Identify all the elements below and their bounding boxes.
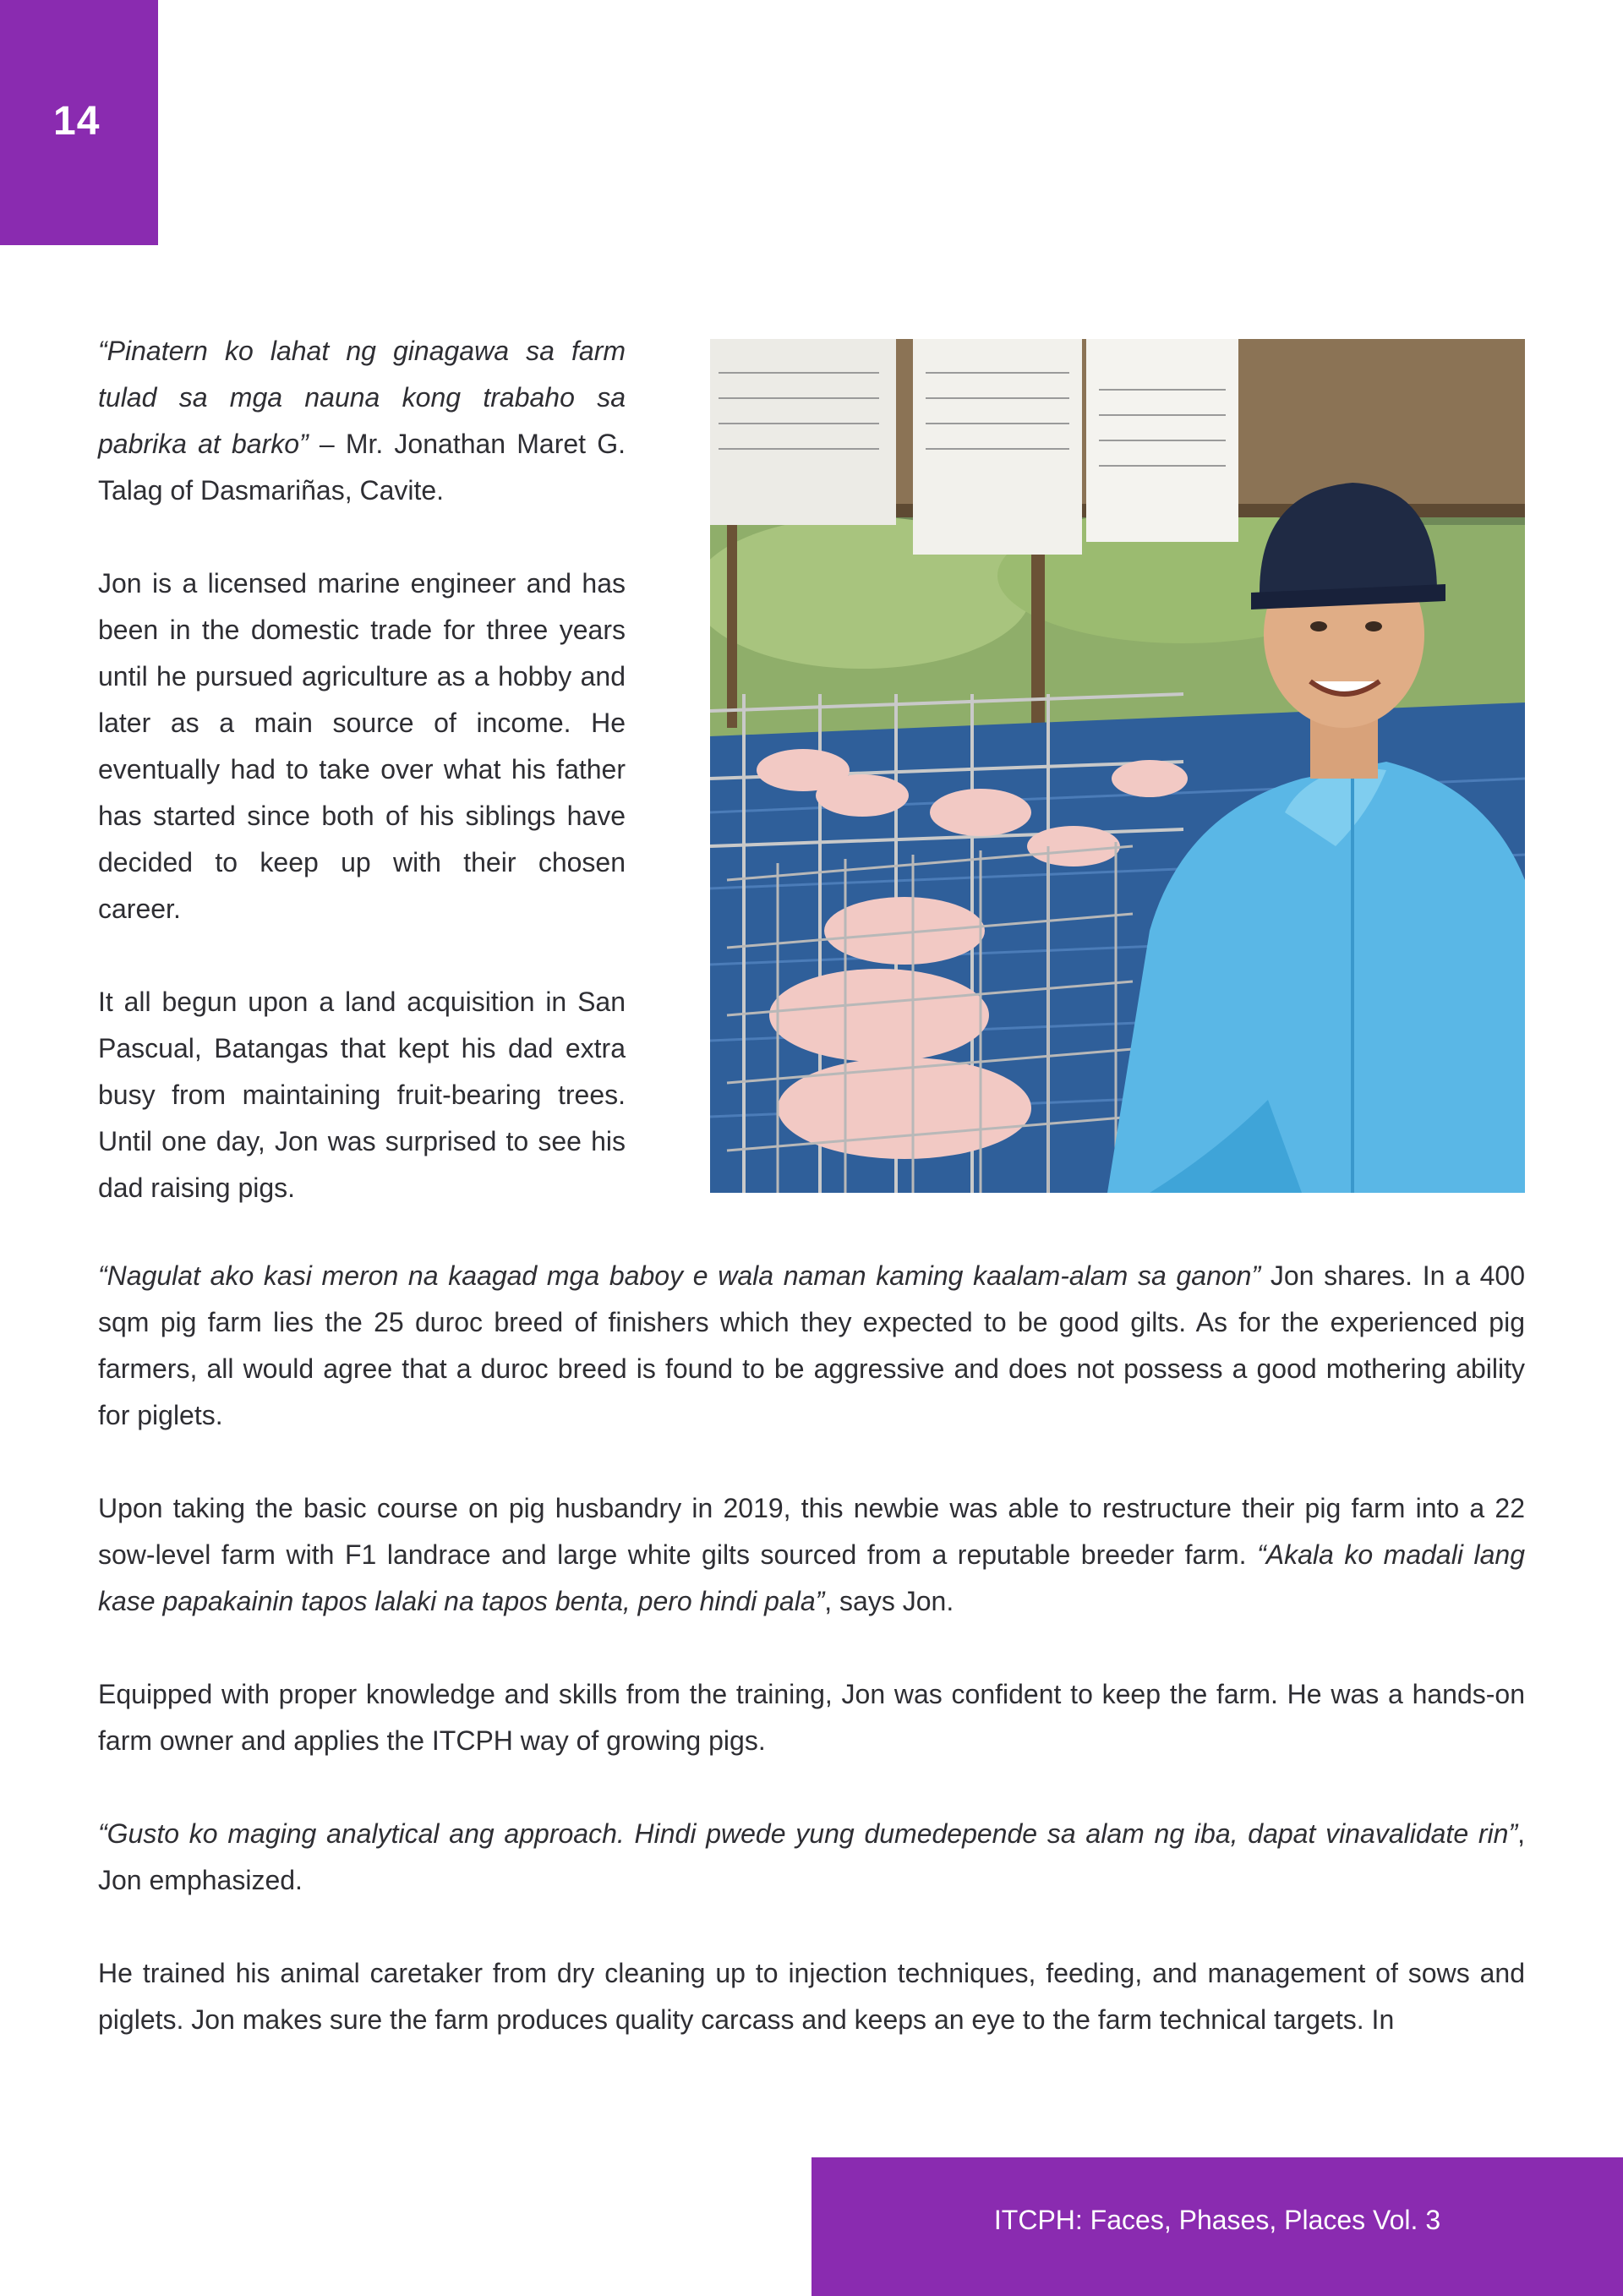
course-text: Upon taking the basic course on pig husbandry in 2019, this newbie was able to restructure their pig farm into a 22 sow-level farm with F1 landrace and large white gilts sourced from a reputable breeder farm. <box>98 1493 1525 1570</box>
analytical-rest: , Jon emphasized. <box>98 1818 1525 1895</box>
course-paragraph <box>98 1485 1525 1625</box>
footer-band <box>812 2157 1623 2296</box>
main-article-body <box>98 1253 1525 2090</box>
pig-farm-photo-illustration <box>710 339 1525 1193</box>
equipped-paragraph: Equipped with proper knowledge and skills from the training, Jon was confident to keep the farm. He was a hands-on farm owner and applies the ITCPH way of growing pigs. <box>98 1679 1525 1756</box>
akala-quote: “Akala ko madali lang kase papakainin tapos lalaki na tapos benta, pero hindi pala” <box>98 1539 1526 1616</box>
course-end: , says Jon. <box>824 1586 954 1616</box>
nagulat-rest: Jon shares. In a 400 sqm pig farm lies the 25 duroc breed of finishers which they expected to be good gilts. As for the experienced pig farmers, all would agree that a duroc breed is found to be aggressive and does not possess a good mothering ability for piglets. <box>98 1260 1526 1430</box>
farm-owner-photo <box>710 339 1525 1193</box>
analytical-quote: “Gusto ko maging analytical ang approach. Hindi pwede yung dumedepende sa alam ng iba, dapat vinavalidate rin” <box>98 1818 1518 1849</box>
analytical-paragraph <box>98 1811 1525 1904</box>
page-number-tab <box>0 0 158 245</box>
intro-quote: “Pinatern ko lahat ng ginagawa sa farm tulad sa mga nauna kong trabaho sa pabrika at barko” <box>98 336 626 459</box>
background-paragraph: Jon is a licensed marine engineer and has been in the domestic trade for three years until he pursued agriculture as a hobby and later as a main source of income. He eventually had to take over what his father has started since both of his siblings have decided to keep up with their chosen career. <box>98 568 626 924</box>
intro-quote-paragraph <box>98 328 626 514</box>
nagulat-quote: “Nagulat ako kasi meron na kaagad mga baboy e wala naman kaming kaalam-alam sa ganon” <box>98 1260 1261 1291</box>
intro-attribution: – Mr. Jonathan Maret G. Talag of Dasmariñas, Cavite. <box>98 429 626 506</box>
land-acquisition-paragraph: It all begun upon a land acquisition in San Pascual, Batangas that kept his dad extra busy from maintaining fruit-bearing trees. Until one day, Jon was surprised to see his dad raising pigs. <box>98 987 626 1203</box>
footer-publication-title: ITCPH: Faces, Phases, Places Vol. 3 <box>993 2205 1441 2235</box>
nagulat-paragraph <box>98 1253 1525 1439</box>
page-number: 14 <box>53 99 101 144</box>
caretaker-paragraph: He trained his animal caretaker from dry cleaning up to injection techniques, feeding, and management of sows and piglets. Jon makes sure the farm produces quality carcass and keeps an eye to the farm technical targets. In <box>98 1958 1525 2035</box>
left-column <box>98 328 626 1211</box>
